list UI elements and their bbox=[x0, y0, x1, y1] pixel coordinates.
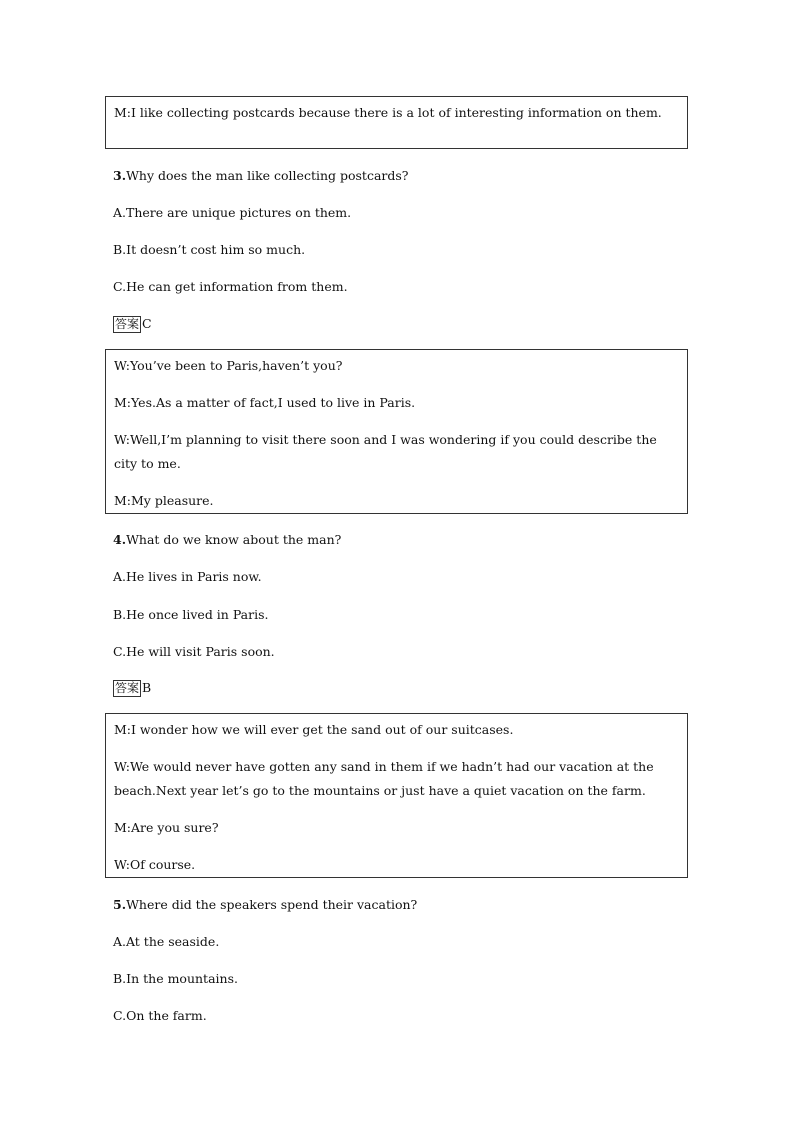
transcript-box-3 bbox=[105, 713, 688, 878]
option-5b: B.In the mountains. bbox=[113, 971, 238, 986]
answer-4 bbox=[113, 680, 151, 697]
option-5c: C.On the farm. bbox=[113, 1008, 207, 1023]
option-4b: B.He once lived in Paris. bbox=[113, 607, 269, 622]
question-number: 5. bbox=[113, 897, 127, 912]
question-3 bbox=[113, 168, 409, 184]
transcript-line: M:I wonder how we will ever get the sand out of our suitcases. bbox=[114, 722, 514, 737]
transcript-box-2 bbox=[105, 349, 688, 514]
transcript-line: M:My pleasure. bbox=[114, 493, 214, 508]
answer-value: B bbox=[142, 680, 152, 695]
question-text: What do we know about the man? bbox=[126, 532, 342, 547]
answer-3 bbox=[113, 316, 152, 333]
question-number: 4. bbox=[113, 532, 127, 547]
transcript-line: W:Well,I’m planning to visit there soon and I was wondering if you could describe the city to me. bbox=[114, 432, 657, 471]
answer-value: C bbox=[142, 316, 152, 331]
transcript-line: M:Yes.As a matter of fact,I used to live in Paris. bbox=[114, 395, 416, 410]
transcript-line: M:Are you sure? bbox=[114, 820, 219, 835]
option-5a: A.At the seaside. bbox=[113, 934, 220, 949]
option-4a: A.He lives in Paris now. bbox=[113, 569, 262, 584]
question-text: Where did the speakers spend their vacation? bbox=[126, 897, 418, 912]
question-text: Why does the man like collecting postcards? bbox=[126, 168, 409, 183]
answer-label: 答案 bbox=[115, 681, 140, 695]
transcript-line: W:Of course. bbox=[114, 857, 196, 872]
question-5 bbox=[113, 897, 417, 913]
transcript-line: M:I like collecting postcards because there is a lot of interesting information on them. bbox=[114, 105, 662, 120]
option-3a: A.There are unique pictures on them. bbox=[113, 205, 352, 220]
option-3b: B.It doesn’t cost him so much. bbox=[113, 242, 306, 257]
answer-label: 答案 bbox=[115, 317, 140, 331]
transcript-box-1 bbox=[105, 96, 688, 149]
question-number: 3. bbox=[113, 168, 127, 183]
transcript-line: W:We would never have gotten any sand in them if we hadn’t had our vacation at the beach.Next year let’s go to the mountains or just have a quiet vacation on the farm. bbox=[114, 759, 654, 798]
option-4c: C.He will visit Paris soon. bbox=[113, 644, 275, 659]
question-4 bbox=[113, 532, 341, 548]
option-3c: C.He can get information from them. bbox=[113, 279, 348, 294]
transcript-line: W:You’ve been to Paris,haven’t you? bbox=[114, 358, 343, 373]
